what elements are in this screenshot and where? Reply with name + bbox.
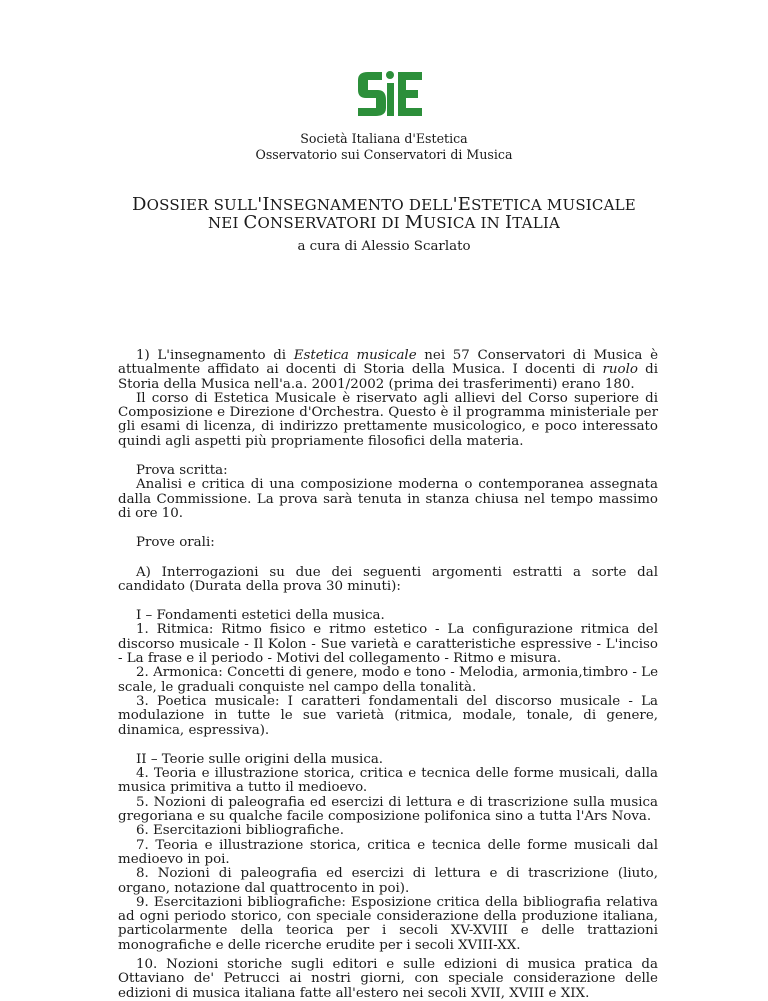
title-line-2: NEI CONSERVATORI DI MUSICA IN ITALIA: [207, 212, 561, 233]
paragraph-intro: 1) L'insegnamento di Estetica musicale nei 57 Conservatori di Musica è attualmente affidato ai docenti di Storia della Musica. I docenti di ruolo di Storia della Musica nell'a.a. 2001/2002 (prima dei trasferimenti) erano 180.: [118, 348, 658, 392]
document-title: [0, 196, 768, 232]
list-item: 10. Nozioni storiche sugli editori e sulle edizioni di musica pratica da Ottaviano de' Petrucci ai nostri giorni, con speciale considerazione delle edizioni di musica italiana fatte all'estero nei secoli XVII, XVIII e XIX.: [118, 956, 658, 1001]
observatory-name: Osservatorio sui Conservatori di Musica: [255, 147, 513, 162]
curator-line: a cura di Alessio Scarlato: [297, 239, 471, 254]
list-item: 2. Armonica: Concetti di genere, modo e tono - Melodia, armonia,timbro - Le scale, le graduali conquiste nel campo della tonalità.: [118, 665, 658, 695]
oral-exam-part-a: A) Interrogazioni su due dei seguenti argomenti estratti a sorte dal candidato (Durata della prova 30 minuti):: [118, 564, 658, 594]
written-exam-heading: Prova scritta:: [136, 463, 228, 479]
paragraph-course: Il corso di Estetica Musicale è riservato agli allievi del Corso superiore di Composizione e Direzione d'Orchestra. Questo è il programma ministeriale per gli esami di licenza, di indirizzo prettamente musicologico, e poco interessato quindi agli aspetti più propriamente filosofici della materia.: [118, 390, 658, 449]
list-item: 6. Esercitazioni bibliografiche.: [136, 823, 344, 839]
list-item: 8. Nozioni di paleografia ed esercizi di lettura e di trascrizione (liuto, organo, notazione dal quattrocento in poi).: [118, 866, 658, 896]
sie-logo: [356, 70, 424, 118]
society-name: Società Italiana d'Estetica: [300, 131, 468, 146]
list-item: 5. Nozioni di paleografia ed esercizi di lettura e di trascrizione sulla musica gregoriana e su qualche facile composizione polifonica sino a tutta l'Ars Nova.: [118, 794, 658, 825]
title-line-1: DOSSIER SULL'INSEGNAMENTO DELL'ESTETICA MUSICALE: [132, 194, 636, 215]
document-body: [118, 349, 658, 1001]
list-item: 4. Teoria e illustrazione storica, critica e tecnica delle forme musicali, dalla musica primitiva a tutto il medioevo.: [118, 766, 658, 796]
section-1-heading: I – Fondamenti estetici della musica.: [136, 608, 385, 624]
list-item: 1. Ritmica: Ritmo fisico e ritmo estetico - La configurazione ritmica del discorso musicale - Il Kolon - Sue varietà e caratteristiche espressive - L'inciso - La frase e il periodo - Motivi del collegamento - Ritmo e misura.: [118, 622, 658, 667]
list-item: 3. Poetica musicale: I caratteri fondamentali del discorso musicale - La modulazione in tutte le sue varietà (ritmica, modale, tonale, di genere, dinamica, espressiva).: [118, 693, 658, 738]
list-item: 9. Esercitazioni bibliografiche: Esposizione critica della bibliografia relativa ad ogni periodo storico, con speciale considerazione della produzione italiana, particolarmente della teorica per i secoli XV-XVIII e delle trattazioni monografiche e delle ricerche erudite per i secoli XVIII-XX.: [118, 894, 658, 953]
list-item: 7. Teoria e illustrazione storica, critica e tecnica delle forme musicali dal medioevo in poi.: [118, 837, 658, 867]
written-exam-text: Analisi e critica di una composizione moderna o contemporanea assegnata dalla Commissione. La prova sarà tenuta in stanza chiusa nel tempo massimo di ore 10.: [118, 477, 658, 521]
oral-exam-heading: Prove orali:: [136, 535, 215, 551]
section-2-heading: II – Teorie sulle origini della musica.: [136, 751, 384, 767]
